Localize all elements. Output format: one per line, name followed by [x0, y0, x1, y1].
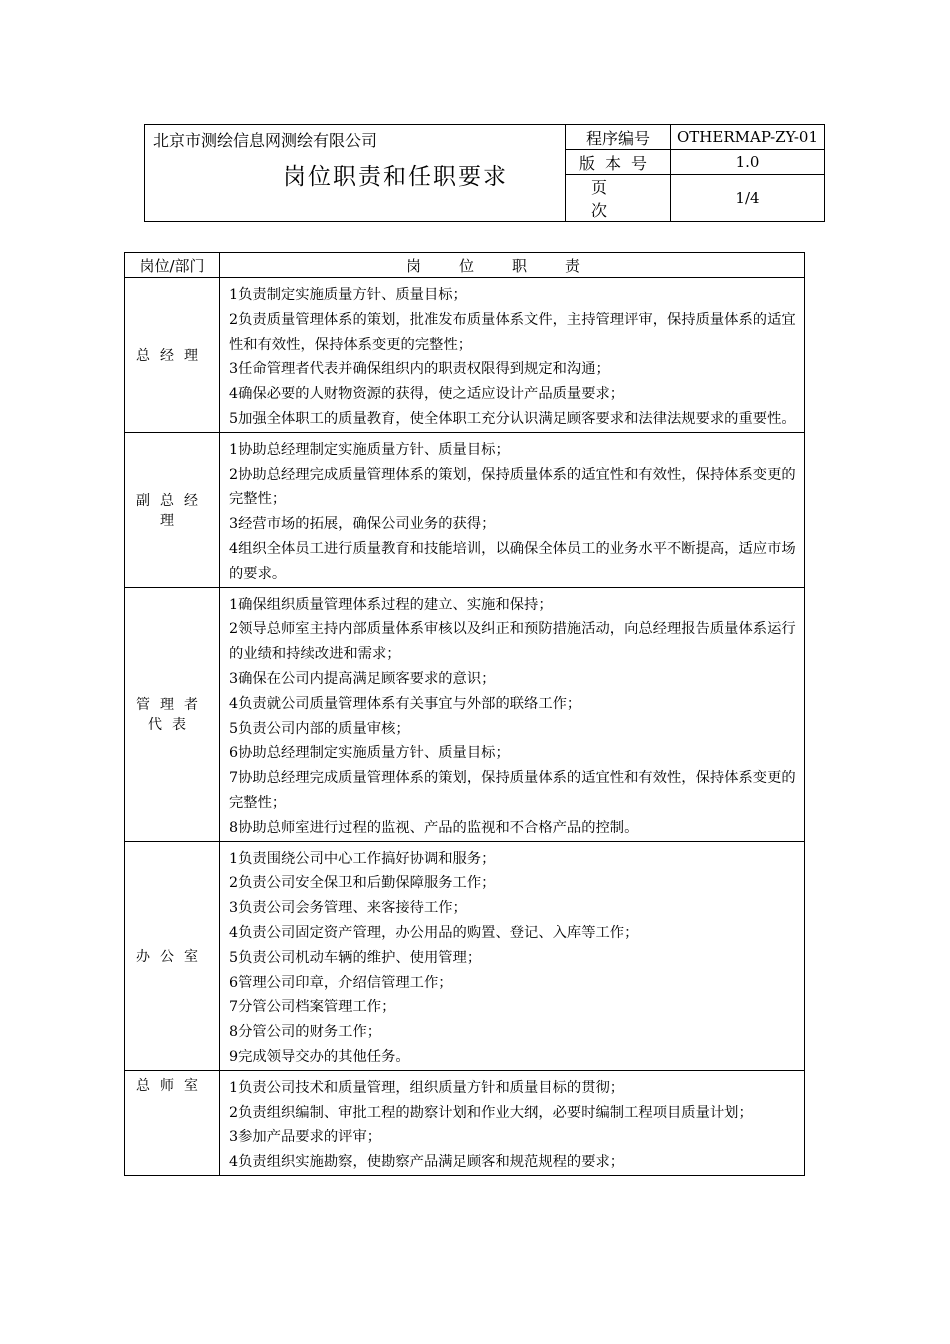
- page-value: 1/4: [671, 175, 825, 222]
- duty-item: 6协助总经理制定实施质量方针、质量目标；: [229, 745, 510, 762]
- duty-item: 4负责就公司质量管理体系有关事宜与外部的联络工作；: [229, 695, 582, 712]
- document-title: 岗位职责和任职要求: [283, 164, 508, 190]
- document-header: [144, 124, 825, 222]
- company-name: 北京市测绘信息网测绘有限公司: [153, 131, 378, 150]
- table-header-row: [125, 253, 805, 278]
- duty-item: 3负责公司会务管理、来客接待工作；: [229, 900, 467, 917]
- duty-column-header: 岗位职责: [220, 253, 805, 278]
- table-row: [125, 841, 805, 1070]
- duty-item: 2负责公司安全保卫和后勤保障服务工作；: [229, 875, 496, 892]
- table-row: [125, 278, 805, 433]
- program-number-label: 程序编号: [566, 125, 671, 150]
- duty-item: 4负责公司固定资产管理，办公用品的购置、登记、入库等工作；: [229, 924, 639, 941]
- department-name: 副总经理: [125, 432, 220, 587]
- duties-table: [124, 252, 805, 1176]
- duty-item: 8分管公司的财务工作；: [229, 1024, 382, 1041]
- duty-item: 1负责围绕公司中心工作搞好协调和服务；: [229, 850, 496, 867]
- duty-item: 1确保组织质量管理体系过程的建立、实施和保持；: [229, 596, 553, 613]
- program-number-value: OTHERMAP-ZY-01: [671, 125, 825, 150]
- duty-item: 2领导总师室主持内部质量体系审核以及纠正和预防措施活动，向总经理报告质量体系运行的业绩和持续改进和需求；: [229, 621, 796, 663]
- duty-item: 9完成领导交办的其他任务。: [229, 1048, 410, 1065]
- dept-column-header: 岗位/部门: [125, 253, 220, 278]
- duty-item: 5负责公司机动车辆的维护、使用管理；: [229, 949, 482, 966]
- duty-item: 6管理公司印章，介绍信管理工作；: [229, 974, 453, 991]
- duty-list: [220, 432, 805, 587]
- duty-item: 2负责质量管理体系的策划，批准发布质量体系文件，主持管理评审，保持质量体系的适宜性和有效性，保持体系变更的完整性；: [229, 311, 796, 353]
- duty-item: 8协助总师室进行过程的监视、产品的监视和不合格产品的控制。: [229, 819, 639, 836]
- table-row: [125, 1070, 805, 1175]
- department-name: 管理者代表: [125, 587, 220, 841]
- page-label: 页次: [566, 175, 671, 222]
- table-row: [125, 587, 805, 841]
- duty-item: 1负责制定实施质量方针、质量目标；: [229, 287, 467, 303]
- duty-item: 3任命管理者代表并确保组织内的职责权限得到规定和沟通；: [229, 361, 610, 378]
- duty-list: [220, 841, 805, 1070]
- duty-item: 3经营市场的拓展，确保公司业务的获得；: [229, 516, 496, 533]
- duty-item: 4组织全体员工进行质量教育和技能培训，以确保全体员工的业务水平不断提高，适应市场的要求。: [229, 540, 796, 582]
- duty-item: 1协助总经理制定实施质量方针、质量目标；: [229, 441, 510, 458]
- duty-item: 5加强全体职工的质量教育，使全体职工充分认识满足顾客要求和法律法规要求的重要性。: [229, 410, 796, 427]
- department-name: 总经理: [125, 278, 220, 433]
- header-title-cell: [145, 125, 566, 222]
- duty-item: 7协助总经理完成质量管理体系的策划，保持质量体系的适宜性和有效性，保持体系变更的完整性；: [229, 770, 796, 811]
- duty-item: 5负责公司内部的质量审核；: [229, 720, 410, 737]
- duty-item: 2协助总经理完成质量管理体系的策划，保持质量体系的适宜性和有效性，保持体系变更的完整性；: [229, 466, 796, 508]
- version-label: 版本号: [566, 150, 671, 175]
- duty-item: 3参加产品要求的评审；: [229, 1129, 382, 1146]
- department-name: 总师室: [125, 1070, 220, 1175]
- duty-item: 2负责组织编制、审批工程的勘察计划和作业大纲，必要时编制工程项目质量计划；: [229, 1104, 753, 1121]
- duty-list: [220, 1070, 805, 1175]
- duty-item: 4确保必要的人财物资源的获得，使之适应设计产品质量要求；: [229, 386, 625, 403]
- duty-item: 4负责组织实施勘察，使勘察产品满足顾客和规范规程的要求；: [229, 1154, 625, 1171]
- duty-item: 1负责公司技术和质量管理，组织质量方针和质量目标的贯彻；: [229, 1079, 625, 1096]
- department-name: 办公室: [125, 841, 220, 1070]
- duty-item: 3确保在公司内提高满足顾客要求的意识；: [229, 670, 496, 687]
- duty-list: [220, 587, 805, 841]
- duty-list: [220, 278, 805, 433]
- table-row: [125, 432, 805, 587]
- duties-table-body: [125, 278, 805, 1176]
- duty-item: 7分管公司档案管理工作；: [229, 999, 396, 1016]
- version-value: 1.0: [671, 150, 825, 175]
